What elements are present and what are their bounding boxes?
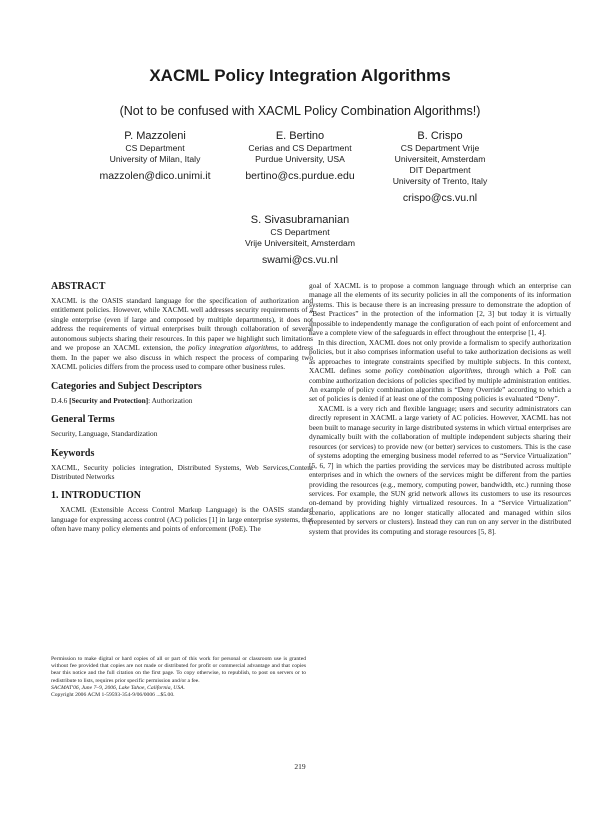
abstract-text: XACML is the OASIS standard language for the specification of authorization and entitlement policies. However, while XACML well addresses security requirements of a single enterprise (even if large and composed by multiple departments), it does not address the requirements of virtual enterprises built through collaboration of several autonomous subjects sharing their resources. In this paper we highlight such limitations and we propose an XACML extension, the policy integration algorithms, to address them. In the paper we also discuss in which respect the process of comparing two XACML policies differs from the process used to compare other business rules.: [51, 296, 313, 372]
left-column: [51, 281, 313, 534]
author-sivasubramanian: [200, 213, 400, 267]
introduction-heading: 1. INTRODUCTION: [51, 490, 142, 502]
author-email: bertino@cs.purdue.edu: [245, 170, 355, 182]
categories-text: D.4.6 [Security and Protection]: Authorization: [51, 395, 193, 405]
author-affiliation: University of Trento, Italy: [392, 176, 488, 186]
page-number: 219: [294, 762, 306, 771]
author-crispo: [355, 129, 525, 205]
paper-subtitle: (Not to be confused with XACML Policy Combination Algorithms!): [119, 104, 481, 118]
author-affiliation: DIT Department: [409, 165, 471, 175]
author-affiliation: CS Department: [125, 143, 185, 153]
right-paragraph-3: XACML is a very rich and flexible language; users and security administrators can directly represent in XACML a large variety of AC policies. However, XACML has not been built to manage security in large distributed systems in which virtual enterprises are dynamically built with the collaboration of multiple independent subjects sharing their resources (or services) to provide new (or better) services to customers. This is the case of systems adopting the emerging business model referred to as “Service Virtualization” [5, 6, 7] in which the parties providing the services may be distributed across multiple enterprises and in which the owners of the services might be different from the parties providing the resources (e.g., memory, computing power, bandwidth, etc.) running those services. For example, the SUN grid network allows its customers to use its resources on-demand by providing highly virtualized resources. In a “Service Virtualization” scenario, applications are no longer statically allocated and managed within silos (represented by servers or clusters). Instead they can run on any server in the distributed system that provides its computing and storage resources [5, 8].: [309, 403, 571, 536]
author-name: E. Bertino: [275, 130, 325, 142]
author-email: crispo@cs.vu.nl: [402, 192, 478, 204]
copyright-text: Copyright 2006 ACM 1-59593-354-9/06/0006 ...$5.00.: [51, 692, 175, 699]
author-name: P. Mazzoleni: [124, 130, 186, 142]
author-affiliation: Universiteit, Amsterdam: [394, 154, 486, 164]
author-affiliation: CS Department Vrije: [400, 143, 480, 153]
right-paragraph-2: In this direction, XACML does not only provide a formalism to specify authorization policies, but it also comprises information useful to take authorization decisions as well as approaches to integrate constraints specified by multiple subjects. In this context, XACML defines some policy combination algorithms, through which a PoE can combine authorization decisions of policies specified by multiple administration entities. An example of policy combination algorithm is “Deny Override” according to which a set of policies is denied if at least one of the composing policies is evaluated “Deny”.: [309, 337, 571, 404]
paper-title: XACML Policy Integration Algorithms: [149, 66, 451, 85]
author-name: S. Sivasubramanian: [250, 214, 350, 226]
introduction-text: XACML (Extensible Access Control Markup Language) is the OASIS standard language for expressing access control (AC) policies [1] in large enterprise systems, that often have many policy elements and points of enforcement (PoE). The: [51, 505, 313, 534]
author-email: swami@cs.vu.nl: [261, 254, 338, 266]
general-terms-text: Security, Language, Standardization: [51, 429, 158, 439]
keywords-text: XACML, Security policies integration, Distributed Systems, Web Services,Content Distributed Networks: [51, 462, 313, 481]
general-terms-heading: General Terms: [51, 414, 115, 426]
categories-heading: Categories and Subject Descriptors: [51, 380, 202, 392]
permission-text: Permission to make digital or hard copies of all or part of this work for personal or classroom use is granted without fee provided that copies are not made or distributed for profit or commercial advantage and that copies bear this notice and the full citation on the first page. To copy otherwise, to republish, to post on servers or to redistribute to lists, requires prior specific permission and/or a fee.: [51, 656, 306, 684]
author-name: B. Crispo: [417, 130, 463, 142]
abstract-heading: ABSTRACT: [51, 281, 106, 292]
right-column: [309, 281, 571, 536]
author-affiliation: University of Milan, Italy: [109, 154, 201, 164]
right-paragraph-1: goal of XACML is to propose a common language through which an enterprise can manage all the elements of its security policies in all the components of its information systems. This is because there is an increasing pressure to demonstrate the adoption of “Best Practices” in the protection of the information [2, 3] but today it is virtually impossible to independently manage the configuration of each point of enforcement and have a complete view of the safeguards in effect throughout the enterprise [1, 4].: [309, 281, 571, 338]
author-affiliation: CS Department: [270, 227, 330, 237]
author-affiliation: Vrije Universiteit, Amsterdam: [245, 238, 355, 248]
author-affiliation: Cerias and CS Department: [248, 143, 352, 153]
author-email: mazzolen@dico.unimi.it: [99, 170, 211, 182]
author-affiliation: Purdue University, USA: [255, 154, 345, 164]
venue-text: SACMAT'06, June 7–9, 2006, Lake Tahoe, California, USA.: [51, 684, 185, 691]
copyright-footnote: [51, 656, 306, 699]
keywords-heading: Keywords: [51, 447, 95, 459]
